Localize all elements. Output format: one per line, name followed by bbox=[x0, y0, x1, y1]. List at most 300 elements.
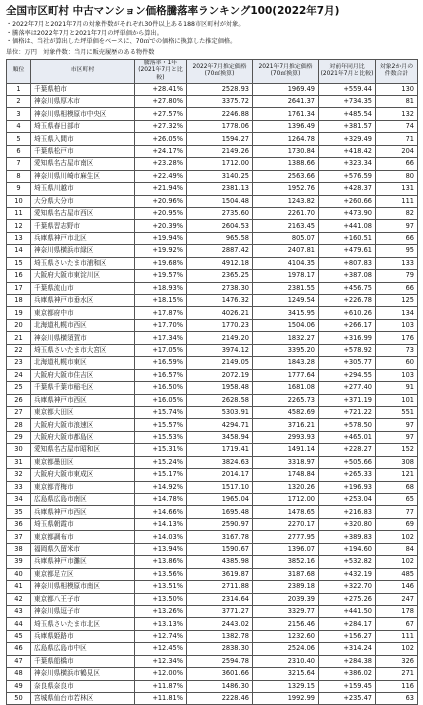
table-cell-price-2021: 2156.46 bbox=[253, 618, 319, 630]
table-cell-rank: 17 bbox=[7, 282, 31, 294]
table-cell-rate: +19.92% bbox=[135, 245, 187, 257]
table-cell-yoy-diff: +479.61 bbox=[319, 245, 376, 257]
table-cell-city: 福岡県久留米市 bbox=[31, 543, 135, 555]
table-cell-rate: +13.13% bbox=[135, 618, 187, 630]
table-cell-price-2022: 3375.72 bbox=[187, 96, 253, 108]
table-cell-yoy-diff: +807.83 bbox=[319, 257, 376, 269]
table-cell-yoy-diff: +156.27 bbox=[319, 630, 376, 642]
table-cell-city: 神奈川県川崎市麻生区 bbox=[31, 170, 135, 182]
table-cell-rank: 38 bbox=[7, 543, 31, 555]
table-cell-city: 埼玉県川越市 bbox=[31, 183, 135, 195]
table-cell-yoy-diff: +323.34 bbox=[319, 158, 376, 170]
table-cell-rate: +13.94% bbox=[135, 543, 187, 555]
table-cell-price-2021: 1730.84 bbox=[253, 145, 319, 157]
table-cell-count: 101 bbox=[376, 394, 418, 406]
table-row bbox=[7, 108, 418, 120]
table-row bbox=[7, 556, 418, 568]
table-row bbox=[7, 344, 418, 356]
table-cell-count: 146 bbox=[376, 581, 418, 593]
table-row bbox=[7, 481, 418, 493]
table-row bbox=[7, 133, 418, 145]
table-cell-price-2021: 2163.45 bbox=[253, 220, 319, 232]
table-cell-rank: 39 bbox=[7, 556, 31, 568]
table-row bbox=[7, 120, 418, 132]
table-cell-city: 兵庫県神戸市北区 bbox=[31, 232, 135, 244]
table-cell-rank: 35 bbox=[7, 506, 31, 518]
table-cell-price-2021: 1249.54 bbox=[253, 295, 319, 307]
table-cell-count: 131 bbox=[376, 183, 418, 195]
table-cell-rate: +17.70% bbox=[135, 319, 187, 331]
table-cell-city: 大阪府大阪市浪速区 bbox=[31, 419, 135, 431]
table-cell-price-2022: 4912.18 bbox=[187, 257, 253, 269]
table-cell-count: 60 bbox=[376, 357, 418, 369]
table-cell-price-2022: 2590.97 bbox=[187, 518, 253, 530]
table-cell-rank: 37 bbox=[7, 531, 31, 543]
table-cell-yoy-diff: +559.44 bbox=[319, 83, 376, 95]
table-cell-yoy-diff: +721.22 bbox=[319, 406, 376, 418]
table-cell-rank: 41 bbox=[7, 581, 31, 593]
table-cell-yoy-diff: +196.93 bbox=[319, 481, 376, 493]
table-row bbox=[7, 518, 418, 530]
table-cell-city: 兵庫県姫路市 bbox=[31, 630, 135, 642]
table-cell-price-2022: 1770.23 bbox=[187, 319, 253, 331]
table-cell-price-2022: 5303.91 bbox=[187, 406, 253, 418]
table-cell-rank: 29 bbox=[7, 431, 31, 443]
table-cell-rate: +14.03% bbox=[135, 531, 187, 543]
table-cell-city: 東京都大田区 bbox=[31, 406, 135, 418]
table-cell-city: 東京都八王子市 bbox=[31, 593, 135, 605]
table-cell-rate: +14.13% bbox=[135, 518, 187, 530]
table-cell-city: 北海道札幌市西区 bbox=[31, 319, 135, 331]
table-cell-count: 308 bbox=[376, 456, 418, 468]
table-cell-yoy-diff: +284.17 bbox=[319, 618, 376, 630]
table-cell-yoy-diff: +322.70 bbox=[319, 581, 376, 593]
table-cell-rate: +16.57% bbox=[135, 369, 187, 381]
table-cell-price-2021: 3329.77 bbox=[253, 605, 319, 617]
table-cell-rank: 6 bbox=[7, 145, 31, 157]
table-row bbox=[7, 357, 418, 369]
table-cell-city: 千葉県松戸市 bbox=[31, 145, 135, 157]
table-cell-yoy-diff: +265.33 bbox=[319, 469, 376, 481]
table-cell-rank: 1 bbox=[7, 83, 31, 95]
table-cell-rate: +11.87% bbox=[135, 680, 187, 692]
table-cell-rate: +27.32% bbox=[135, 120, 187, 132]
table-cell-city: 愛知県名古屋市西区 bbox=[31, 207, 135, 219]
table-cell-rate: +12.34% bbox=[135, 655, 187, 667]
table-cell-price-2021: 4104.35 bbox=[253, 257, 319, 269]
table-cell-count: 204 bbox=[376, 145, 418, 157]
table-cell-price-2022: 3601.66 bbox=[187, 668, 253, 680]
table-row bbox=[7, 605, 418, 617]
table-cell-yoy-diff: +578.92 bbox=[319, 344, 376, 356]
table-cell-city: 神奈川県横浜市緑区 bbox=[31, 245, 135, 257]
table-cell-city: 東京都調布市 bbox=[31, 531, 135, 543]
table-body bbox=[7, 83, 418, 705]
table-cell-price-2022: 2738.30 bbox=[187, 282, 253, 294]
unit-note: 単位：万円 対象件数：当月に販売履歴のある物件数 bbox=[6, 48, 155, 56]
table-row bbox=[7, 618, 418, 630]
table-cell-count: 91 bbox=[376, 382, 418, 394]
table-row bbox=[7, 96, 418, 108]
table-cell-rank: 19 bbox=[7, 307, 31, 319]
table-cell-count: 84 bbox=[376, 543, 418, 555]
table-cell-rate: +11.81% bbox=[135, 693, 187, 705]
table-cell-city: 大阪府大阪市東成区 bbox=[31, 469, 135, 481]
table-cell-price-2021: 2993.93 bbox=[253, 431, 319, 443]
table-row bbox=[7, 680, 418, 692]
table-cell-rank: 14 bbox=[7, 245, 31, 257]
table-cell-price-2021: 1969.49 bbox=[253, 83, 319, 95]
table-cell-rank: 11 bbox=[7, 207, 31, 219]
table-row bbox=[7, 668, 418, 680]
header-rate: 騰落率・1年 (2021年7月と比較) bbox=[135, 59, 187, 83]
table-cell-count: 79 bbox=[376, 270, 418, 282]
table-cell-rate: +17.05% bbox=[135, 344, 187, 356]
table-cell-count: 97 bbox=[376, 419, 418, 431]
table-cell-city: 兵庫県神戸市西区 bbox=[31, 506, 135, 518]
table-cell-price-2021: 2381.55 bbox=[253, 282, 319, 294]
table-cell-price-2022: 1719.41 bbox=[187, 444, 253, 456]
table-row bbox=[7, 431, 418, 443]
table-cell-city: 兵庫県神戸市垂水区 bbox=[31, 295, 135, 307]
table-row bbox=[7, 220, 418, 232]
table-cell-rate: +15.24% bbox=[135, 456, 187, 468]
table-row bbox=[7, 307, 418, 319]
table-cell-city: 埼玉県入間市 bbox=[31, 133, 135, 145]
table-cell-price-2021: 2261.70 bbox=[253, 207, 319, 219]
table-cell-city: 千葉県船橋市 bbox=[31, 655, 135, 667]
table-cell-price-2022: 1382.78 bbox=[187, 630, 253, 642]
table-row bbox=[7, 245, 418, 257]
table-cell-price-2022: 2838.30 bbox=[187, 643, 253, 655]
table-cell-yoy-diff: +275.26 bbox=[319, 593, 376, 605]
table-row bbox=[7, 270, 418, 282]
table-cell-yoy-diff: +253.04 bbox=[319, 494, 376, 506]
table-cell-yoy-diff: +389.83 bbox=[319, 531, 376, 543]
table-cell-price-2022: 1958.48 bbox=[187, 382, 253, 394]
table-cell-yoy-diff: +576.59 bbox=[319, 170, 376, 182]
table-row bbox=[7, 295, 418, 307]
table-cell-city: 愛知県名古屋市昭和区 bbox=[31, 444, 135, 456]
table-cell-rank: 30 bbox=[7, 444, 31, 456]
table-cell-rank: 2 bbox=[7, 96, 31, 108]
table-cell-count: 80 bbox=[376, 170, 418, 182]
table-cell-yoy-diff: +194.60 bbox=[319, 543, 376, 555]
table-cell-rate: +26.05% bbox=[135, 133, 187, 145]
table-cell-rate: +27.80% bbox=[135, 96, 187, 108]
table-cell-count: 66 bbox=[376, 158, 418, 170]
table-row bbox=[7, 581, 418, 593]
table-cell-price-2021: 1978.17 bbox=[253, 270, 319, 282]
table-row bbox=[7, 158, 418, 170]
table-cell-rank: 13 bbox=[7, 232, 31, 244]
table-row bbox=[7, 543, 418, 555]
table-cell-price-2022: 1695.48 bbox=[187, 506, 253, 518]
table-cell-price-2021: 2039.39 bbox=[253, 593, 319, 605]
table-cell-count: 133 bbox=[376, 257, 418, 269]
table-cell-city: 東京都府中市 bbox=[31, 307, 135, 319]
table-cell-count: 66 bbox=[376, 282, 418, 294]
table-cell-rank: 8 bbox=[7, 170, 31, 182]
table-row bbox=[7, 83, 418, 95]
table-cell-rank: 16 bbox=[7, 270, 31, 282]
table-cell-price-2021: 1388.66 bbox=[253, 158, 319, 170]
table-cell-price-2022: 2149.05 bbox=[187, 357, 253, 369]
table-row bbox=[7, 394, 418, 406]
table-cell-count: 247 bbox=[376, 593, 418, 605]
table-cell-rank: 49 bbox=[7, 680, 31, 692]
table-cell-count: 152 bbox=[376, 444, 418, 456]
table-cell-rate: +15.31% bbox=[135, 444, 187, 456]
table-cell-price-2022: 2314.64 bbox=[187, 593, 253, 605]
table-cell-rate: +24.17% bbox=[135, 145, 187, 157]
table-row bbox=[7, 382, 418, 394]
table-cell-rank: 46 bbox=[7, 643, 31, 655]
table-cell-city: 東京都墨田区 bbox=[31, 456, 135, 468]
table-cell-yoy-diff: +216.83 bbox=[319, 506, 376, 518]
table-cell-rate: +17.34% bbox=[135, 332, 187, 344]
table-cell-yoy-diff: +441.50 bbox=[319, 605, 376, 617]
table-row bbox=[7, 655, 418, 667]
table-cell-city: 埼玉県春日部市 bbox=[31, 120, 135, 132]
table-cell-price-2021: 2563.66 bbox=[253, 170, 319, 182]
table-cell-price-2022: 3824.63 bbox=[187, 456, 253, 468]
table-cell-price-2021: 1681.08 bbox=[253, 382, 319, 394]
table-cell-yoy-diff: +578.50 bbox=[319, 419, 376, 431]
table-cell-yoy-diff: +505.66 bbox=[319, 456, 376, 468]
table-cell-count: 551 bbox=[376, 406, 418, 418]
table-cell-rate: +15.53% bbox=[135, 431, 187, 443]
table-cell-price-2021: 3318.97 bbox=[253, 456, 319, 468]
table-row bbox=[7, 643, 418, 655]
header-count: 対象2か月の 件数合計 bbox=[376, 59, 418, 83]
table-cell-yoy-diff: +320.80 bbox=[319, 518, 376, 530]
table-cell-city: 神奈川県相模原市中央区 bbox=[31, 108, 135, 120]
table-cell-city: 大分県大分市 bbox=[31, 195, 135, 207]
table-cell-rank: 28 bbox=[7, 419, 31, 431]
table-cell-price-2022: 2365.25 bbox=[187, 270, 253, 282]
table-row bbox=[7, 568, 418, 580]
table-row bbox=[7, 319, 418, 331]
table-cell-yoy-diff: +532.82 bbox=[319, 556, 376, 568]
table-cell-price-2022: 3619.87 bbox=[187, 568, 253, 580]
table-row bbox=[7, 282, 418, 294]
table-row bbox=[7, 207, 418, 219]
table-cell-price-2022: 4294.71 bbox=[187, 419, 253, 431]
table-cell-rank: 21 bbox=[7, 332, 31, 344]
table-cell-price-2022: 3974.12 bbox=[187, 344, 253, 356]
table-cell-yoy-diff: +260.66 bbox=[319, 195, 376, 207]
table-cell-price-2022: 1476.32 bbox=[187, 295, 253, 307]
table-cell-count: 74 bbox=[376, 120, 418, 132]
table-cell-yoy-diff: +235.47 bbox=[319, 693, 376, 705]
table-row bbox=[7, 469, 418, 481]
table-cell-price-2022: 2528.93 bbox=[187, 83, 253, 95]
table-cell-price-2021: 2641.37 bbox=[253, 96, 319, 108]
table-cell-rank: 26 bbox=[7, 394, 31, 406]
table-cell-price-2022: 1965.04 bbox=[187, 494, 253, 506]
table-cell-rate: +16.50% bbox=[135, 382, 187, 394]
table-cell-count: 125 bbox=[376, 295, 418, 307]
table-cell-count: 63 bbox=[376, 693, 418, 705]
table-cell-yoy-diff: +316.99 bbox=[319, 332, 376, 344]
table-cell-price-2022: 2711.88 bbox=[187, 581, 253, 593]
table-cell-rate: +14.92% bbox=[135, 481, 187, 493]
table-cell-city: 愛知県名古屋市南区 bbox=[31, 158, 135, 170]
table-cell-price-2021: 4582.69 bbox=[253, 406, 319, 418]
table-cell-city: 埼玉県さいたま市北区 bbox=[31, 618, 135, 630]
table-cell-price-2021: 3395.20 bbox=[253, 344, 319, 356]
table-cell-rank: 10 bbox=[7, 195, 31, 207]
table-cell-count: 121 bbox=[376, 469, 418, 481]
table-cell-rank: 27 bbox=[7, 406, 31, 418]
table-cell-count: 103 bbox=[376, 369, 418, 381]
table-cell-rank: 33 bbox=[7, 481, 31, 493]
table-cell-price-2022: 2443.02 bbox=[187, 618, 253, 630]
table-row bbox=[7, 257, 418, 269]
table-row bbox=[7, 630, 418, 642]
table-cell-rate: +22.49% bbox=[135, 170, 187, 182]
table-cell-price-2021: 1992.99 bbox=[253, 693, 319, 705]
table-cell-rate: +15.57% bbox=[135, 419, 187, 431]
table-cell-price-2021: 1491.14 bbox=[253, 444, 319, 456]
table-cell-rate: +19.94% bbox=[135, 232, 187, 244]
table-cell-rate: +13.86% bbox=[135, 556, 187, 568]
table-cell-count: 130 bbox=[376, 83, 418, 95]
table-header-row bbox=[7, 59, 418, 83]
table-cell-rank: 15 bbox=[7, 257, 31, 269]
table-cell-rank: 9 bbox=[7, 183, 31, 195]
table-cell-rank: 31 bbox=[7, 456, 31, 468]
table-cell-count: 116 bbox=[376, 680, 418, 692]
table-cell-city: 埼玉県朝霞市 bbox=[31, 518, 135, 530]
table-cell-rate: +12.00% bbox=[135, 668, 187, 680]
table-cell-rank: 5 bbox=[7, 133, 31, 145]
table-cell-yoy-diff: +228.27 bbox=[319, 444, 376, 456]
table-cell-city: 北海道札幌市東区 bbox=[31, 357, 135, 369]
table-row bbox=[7, 456, 418, 468]
table-cell-city: 埼玉県さいたま市浦和区 bbox=[31, 257, 135, 269]
table-cell-count: 82 bbox=[376, 207, 418, 219]
table-cell-rank: 23 bbox=[7, 357, 31, 369]
table-cell-count: 134 bbox=[376, 307, 418, 319]
table-cell-rate: +27.57% bbox=[135, 108, 187, 120]
table-row bbox=[7, 145, 418, 157]
table-cell-count: 66 bbox=[376, 232, 418, 244]
table-cell-price-2021: 1320.26 bbox=[253, 481, 319, 493]
table-cell-yoy-diff: +418.42 bbox=[319, 145, 376, 157]
table-cell-price-2021: 3415.95 bbox=[253, 307, 319, 319]
table-cell-yoy-diff: +456.75 bbox=[319, 282, 376, 294]
table-cell-price-2022: 3167.78 bbox=[187, 531, 253, 543]
table-cell-price-2021: 1777.64 bbox=[253, 369, 319, 381]
table-cell-rate: +15.74% bbox=[135, 406, 187, 418]
table-row bbox=[7, 332, 418, 344]
table-cell-rate: +20.96% bbox=[135, 195, 187, 207]
table-cell-count: 111 bbox=[376, 630, 418, 642]
table-cell-rate: +15.17% bbox=[135, 469, 187, 481]
table-cell-rate: +18.93% bbox=[135, 282, 187, 294]
table-cell-yoy-diff: +314.24 bbox=[319, 643, 376, 655]
table-cell-yoy-diff: +160.51 bbox=[319, 232, 376, 244]
ranking-table bbox=[6, 59, 418, 705]
table-cell-city: 大阪府大阪市住吉区 bbox=[31, 369, 135, 381]
table-cell-price-2022: 1594.27 bbox=[187, 133, 253, 145]
table-row bbox=[7, 232, 418, 244]
table-cell-price-2022: 4385.98 bbox=[187, 556, 253, 568]
table-cell-city: 東京都青梅市 bbox=[31, 481, 135, 493]
table-cell-yoy-diff: +441.08 bbox=[319, 220, 376, 232]
table-cell-price-2021: 1396.49 bbox=[253, 120, 319, 132]
table-cell-price-2022: 4026.21 bbox=[187, 307, 253, 319]
table-cell-price-2021: 1761.34 bbox=[253, 108, 319, 120]
table-cell-rank: 25 bbox=[7, 382, 31, 394]
table-cell-price-2021: 2524.06 bbox=[253, 643, 319, 655]
table-cell-count: 68 bbox=[376, 481, 418, 493]
table-cell-rate: +13.50% bbox=[135, 593, 187, 605]
table-cell-city: 埼玉県さいたま市大宮区 bbox=[31, 344, 135, 356]
table-cell-price-2022: 2149.26 bbox=[187, 145, 253, 157]
table-cell-yoy-diff: +284.38 bbox=[319, 655, 376, 667]
table-cell-count: 102 bbox=[376, 556, 418, 568]
table-cell-rate: +14.78% bbox=[135, 494, 187, 506]
table-cell-price-2021: 2265.73 bbox=[253, 394, 319, 406]
table-cell-price-2021: 1843.28 bbox=[253, 357, 319, 369]
table-cell-city: 神奈川県横浜市鶴見区 bbox=[31, 668, 135, 680]
table-cell-count: 132 bbox=[376, 108, 418, 120]
table-cell-city: 奈良県奈良市 bbox=[31, 680, 135, 692]
table-cell-yoy-diff: +428.37 bbox=[319, 183, 376, 195]
table-cell-yoy-diff: +610.26 bbox=[319, 307, 376, 319]
table-cell-price-2021: 2389.18 bbox=[253, 581, 319, 593]
table-cell-count: 77 bbox=[376, 506, 418, 518]
note-line: ・2022年7月と2021年7月の対象件数がそれぞれ30件以上ある188市区町村が対象。 bbox=[6, 21, 245, 28]
table-cell-rate: +20.39% bbox=[135, 220, 187, 232]
table-cell-price-2022: 2628.58 bbox=[187, 394, 253, 406]
table-cell-price-2021: 2407.81 bbox=[253, 245, 319, 257]
table-cell-price-2022: 2604.53 bbox=[187, 220, 253, 232]
table-cell-yoy-diff: +159.45 bbox=[319, 680, 376, 692]
table-row bbox=[7, 419, 418, 431]
table-cell-price-2022: 2246.88 bbox=[187, 108, 253, 120]
table-cell-price-2022: 2381.13 bbox=[187, 183, 253, 195]
table-cell-price-2021: 1396.07 bbox=[253, 543, 319, 555]
table-cell-city: 大阪府大阪市東淀川区 bbox=[31, 270, 135, 282]
table-cell-rate: +23.28% bbox=[135, 158, 187, 170]
table-row bbox=[7, 693, 418, 705]
table-cell-rank: 22 bbox=[7, 344, 31, 356]
table-cell-price-2022: 965.58 bbox=[187, 232, 253, 244]
table-cell-price-2022: 3458.94 bbox=[187, 431, 253, 443]
table-cell-yoy-diff: +305.77 bbox=[319, 357, 376, 369]
table-cell-rate: +13.56% bbox=[135, 568, 187, 580]
table-cell-price-2022: 2149.20 bbox=[187, 332, 253, 344]
table-cell-yoy-diff: +277.40 bbox=[319, 382, 376, 394]
table-cell-rank: 50 bbox=[7, 693, 31, 705]
table-cell-price-2022: 2735.60 bbox=[187, 207, 253, 219]
table-cell-price-2022: 1778.06 bbox=[187, 120, 253, 132]
table-cell-rank: 12 bbox=[7, 220, 31, 232]
table-cell-rank: 45 bbox=[7, 630, 31, 642]
table-cell-price-2021: 2777.95 bbox=[253, 531, 319, 543]
table-cell-rate: +21.94% bbox=[135, 183, 187, 195]
table-cell-rate: +13.26% bbox=[135, 605, 187, 617]
table-cell-yoy-diff: +371.19 bbox=[319, 394, 376, 406]
table-cell-price-2022: 2228.46 bbox=[187, 693, 253, 705]
note-line: ・騰落率は2022年7月と2021年7月の坪単価から算出。 bbox=[6, 29, 163, 37]
table-cell-count: 97 bbox=[376, 220, 418, 232]
table-cell-yoy-diff: +294.55 bbox=[319, 369, 376, 381]
